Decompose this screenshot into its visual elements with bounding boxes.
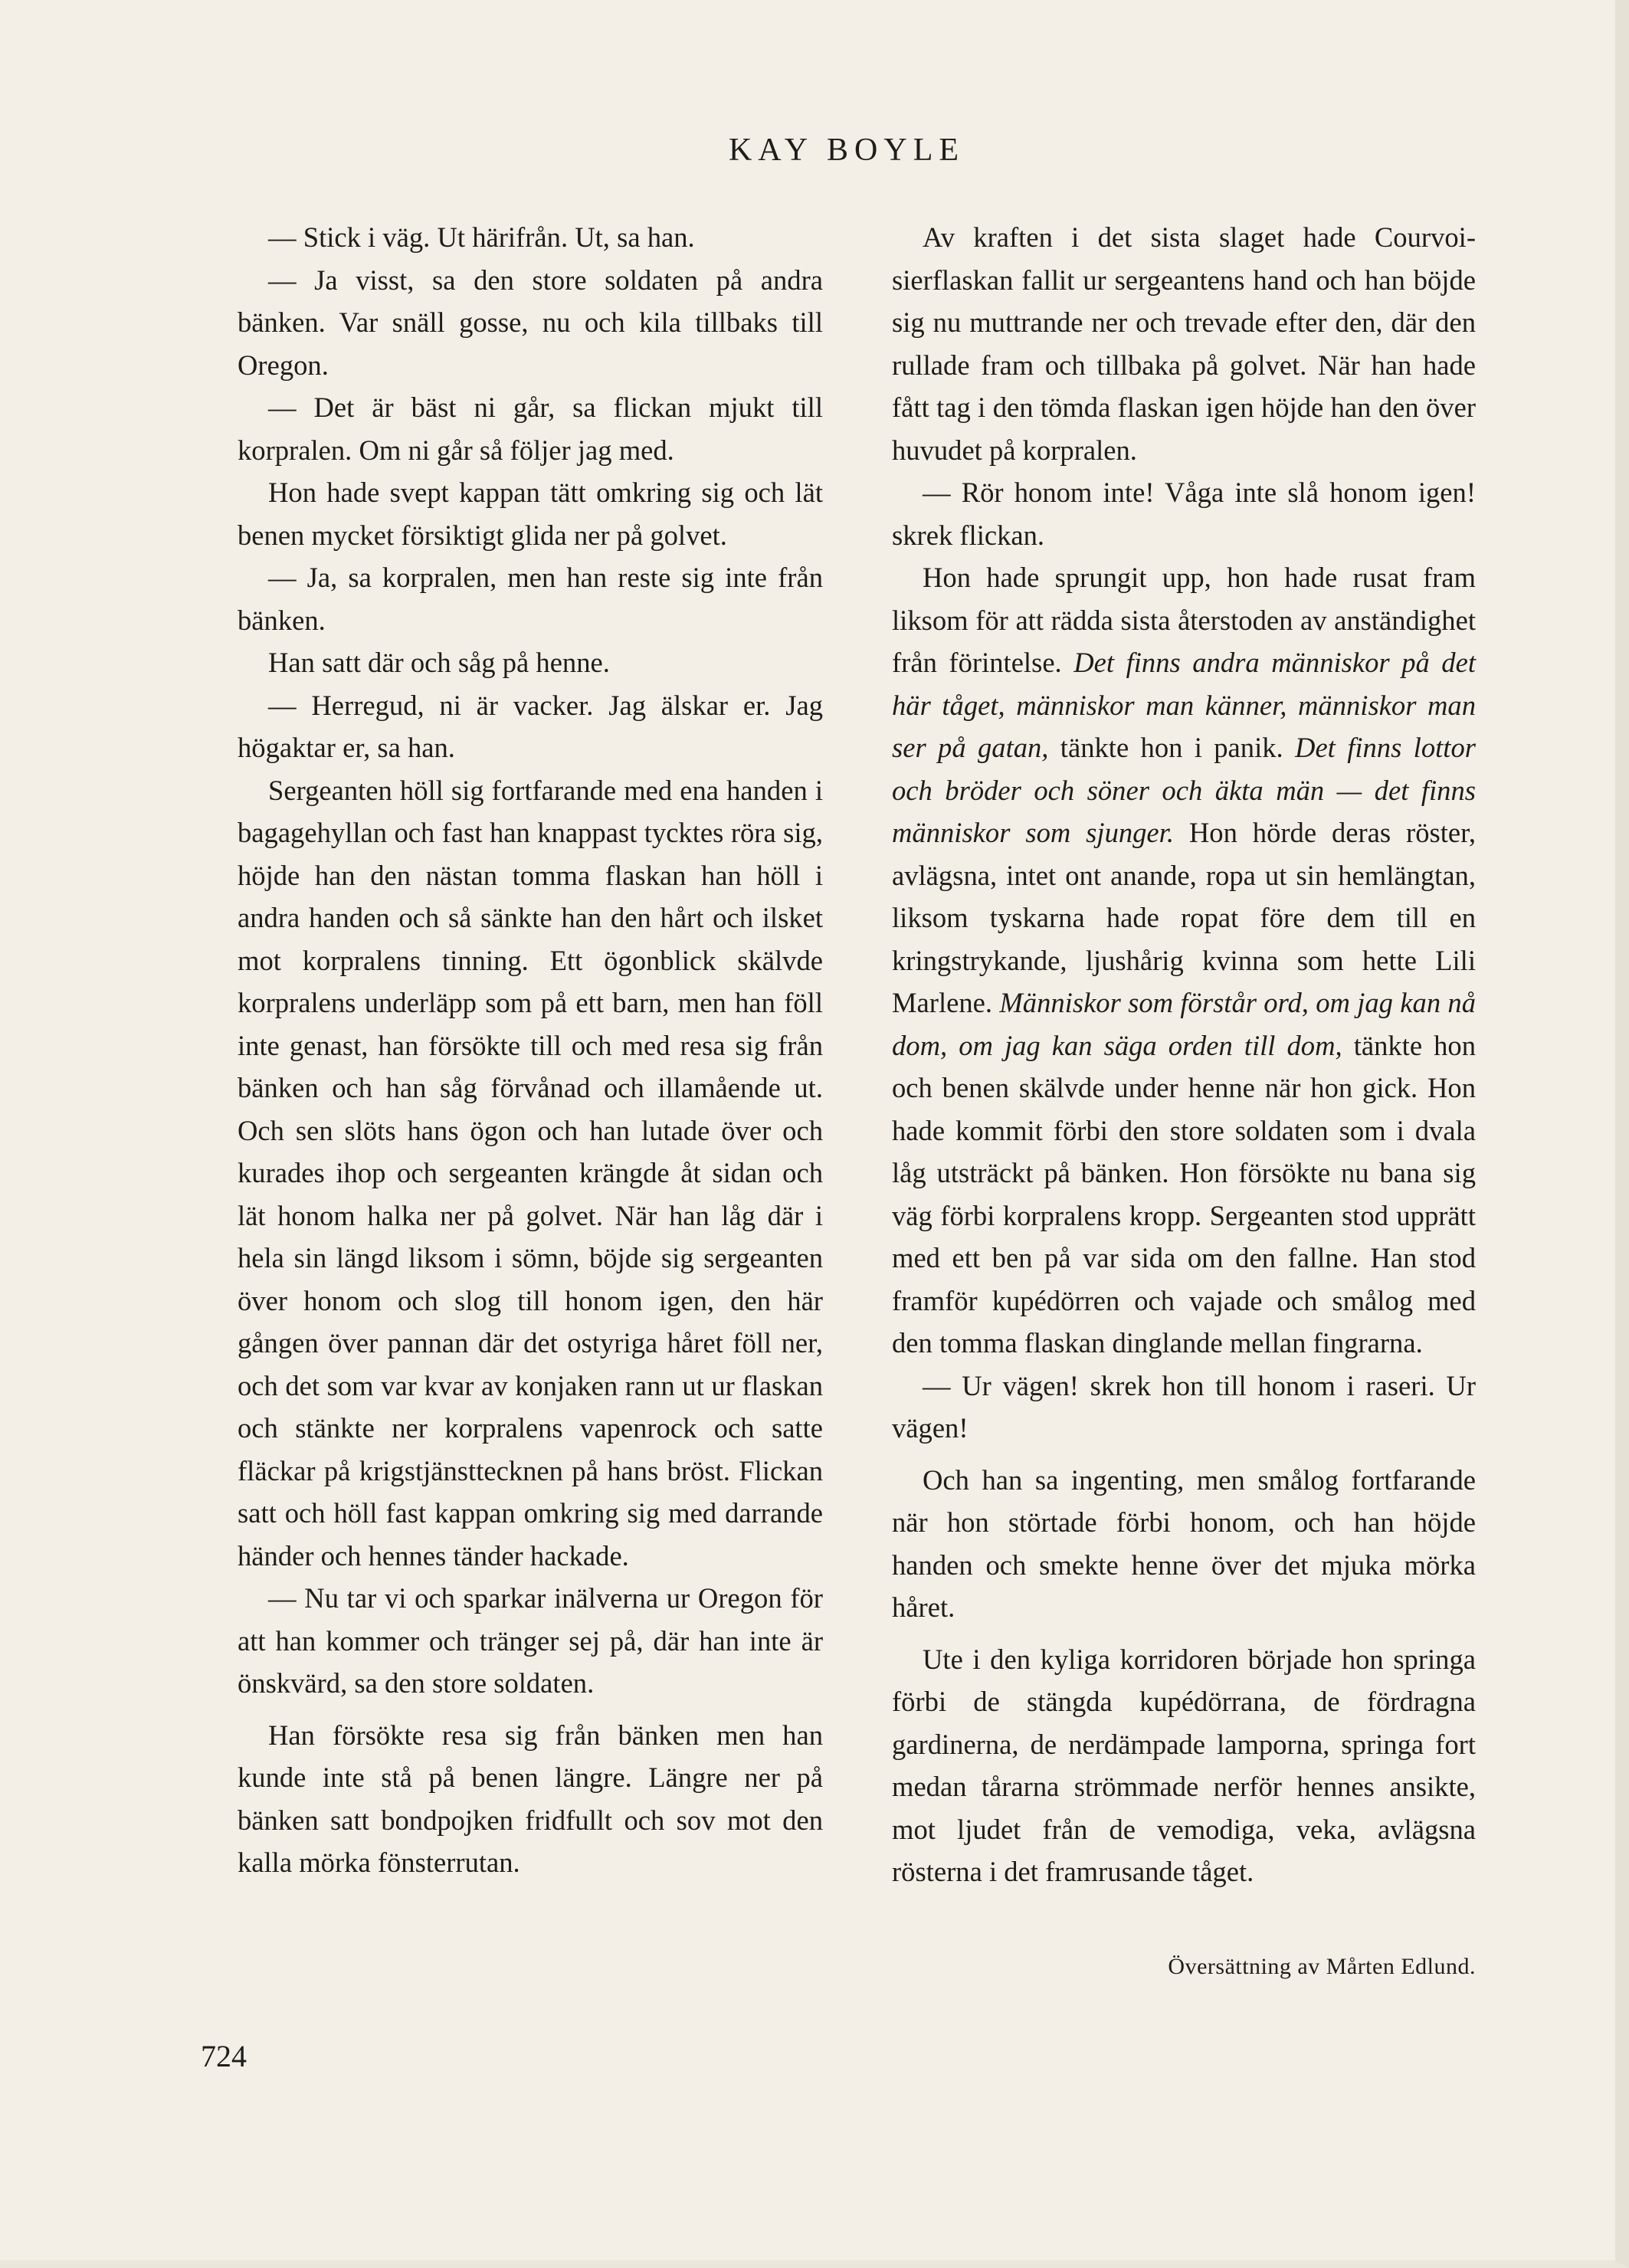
left-column <box>238 216 823 1884</box>
text-run: Hon hörde deras röster, avlägsna, intet ont anande, ropa ut sin hemlängtan, liksom tyskarna hade ropat före dem till en kringstrykande, ljushårig kvinna som hette Lili Marlene. <box>892 817 1476 1018</box>
paragraph: — Nu tar vi och sparkar inälverna ur Oregon för att han kommer och tränger sej på, där han inte är önskvärd, sa den store soldaten. <box>238 1582 823 1699</box>
running-head: KAY BOYLE <box>728 133 965 168</box>
paragraph: — Ur vägen! skrek hon till honom i raseri. Ur vägen! <box>892 1369 1476 1444</box>
paragraph: — Ja, sa korpralen, men han reste sig inte från bänken. <box>238 562 823 636</box>
paragraph: — Rör honom inte! Våga inte slå honom igen! skrek flickan. <box>892 477 1476 551</box>
paragraph: — Stick i väg. Ut härifrån. Ut, sa han. <box>268 221 695 253</box>
italic-thought: Det finns lottor och bröder och söner och äkta män — det finns människor som sjunger. <box>892 732 1476 848</box>
paragraph: Sergeanten höll sig fortfarande med ena handen i bagagehyllan och fast han knappast tycktes röra sig, höjde han den nästan tomma flaskan han höll i andra handen och så sänkte han den hårt och ilsket mot korpralens tinning. Ett ögonblick skälvde korpralens underläpp som på ett barn, men han föll inte genast, han försökte till och med resa sig från bänken och han såg förvånad och illamående ut. Och sen slöts hans ögon och han lutade över och kurades ihop och sergeanten krängde åt sidan och lät honom halka ner på golvet. När han låg där i hela sin längd liksom i sömn, böjde sig sergeanten över honom och slog till honom igen, den här gången över pannan där det ostyriga håret föll ner, och det som var kvar av konjaken rann ut ur flaskan och stänkte ner korpralens vapenrock och satte fläckar på krigstjänsttecknen på hans bröst. Flickan satt och höll fast kappan omkring sig med darrande händer och hennes tänder hackade. <box>238 774 823 1572</box>
italic-thought: Människor som förstår ord, om jag kan nå dom, om jag kan säga orden till dom, <box>892 987 1476 1061</box>
paragraph: Han försökte resa sig från bänken men han kunde inte stå på benen längre. Längre ner på bänken satt bondpojken fridfullt och sov mot den kalla mörka fönsterrutan. <box>238 1719 823 1878</box>
italic-thought: Det finns andra människor på det här tåget, människor man känner, människor man ser på gatan, <box>892 647 1476 763</box>
paragraph: — Ja visst, sa den store soldaten på andra bänken. Var snäll gosse, nu och kila tillbaks till Oregon. <box>238 264 823 381</box>
right-column <box>892 216 1476 1893</box>
text-run: Hon hade sprungit upp, hon hade rusat fram liksom för att rädda sista återstoden av anständighet från förintelse. <box>892 562 1476 678</box>
translator-credit: Översättning av Mårten Edlund. <box>1168 1954 1476 1979</box>
paragraph: Av kraften i det sista slaget hade Courvoisierflaskan fallit ur sergeantens hand och han böjde sig nu muttrande ner och trevade efter den, där den rullade fram och tillbaka på golvet. När han hade fått tag i den tömda flaskan igen höjde han den över huvudet på korpralen. <box>892 221 1476 466</box>
paragraph: — Herregud, ni är vacker. Jag älskar er. Jag högaktar er, sa han. <box>238 689 823 763</box>
paragraph: Hon hade svept kappan tätt omkring sig och lät benen mycket försiktigt glida ner på golvet. <box>238 477 823 551</box>
paragraph: Och han sa ingenting, men smålog fortfarande när hon störtade förbi honom, och han höjde handen och smekte henne över det mjuka mörka håret. <box>892 1463 1476 1623</box>
paragraph: — Det är bäst ni går, sa flickan mjukt till korpralen. Om ni går så följer jag med. <box>238 392 823 466</box>
page-number: 724 <box>201 2039 247 2073</box>
paragraph <box>892 556 1476 1365</box>
text-run: tänkte hon och benen skälvde under henne när hon gick. Hon hade kommit förbi den store soldaten som i dvala låg utsträckt på bänken. Hon försökte nu bana sig väg förbi korpralens kropp. Sergeanten stod upprätt med ett ben på var sida om den fallne. Han stod framför kupédörren och vajade och smålog med den tomma flaskan dinglande mellan fingrarna. <box>892 1029 1477 1359</box>
text-run: tänkte hon i panik. <box>1048 732 1296 763</box>
paragraph: Han satt där och såg på henne. <box>268 647 610 678</box>
paragraph: Ute i den kyliga korridoren började hon springa förbi de stängda kupédörrana, de fördragna gardinerna, de nerdämpade lamporna, springa fort medan tårarna strömmade nerför hennes ansikte, mot ljudet från de vemodiga, veka, avlägsna rösterna i det framrusande tåget. <box>892 1643 1476 1887</box>
